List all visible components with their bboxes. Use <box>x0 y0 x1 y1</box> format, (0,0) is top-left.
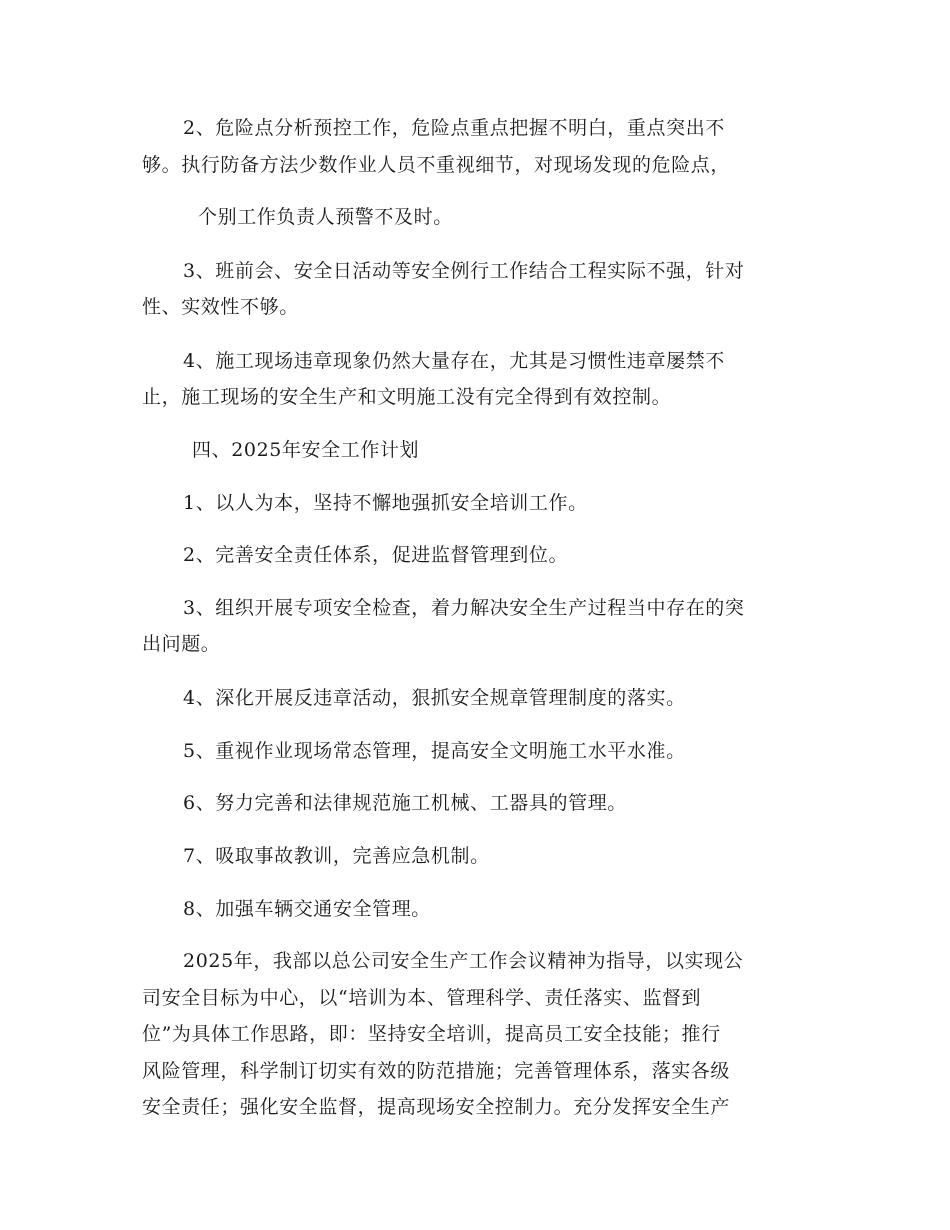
plan-item-1: 1、以人为本，坚持不懈地强抓安全培训工作。 <box>183 492 588 514</box>
paragraph-4-line-1: 4、施工现场违章现象仍然大量存在，尤其是习惯性违章屡禁不 <box>183 350 725 372</box>
paragraph-2-line-2: 够。执行防备方法少数作业人员不重视细节，对现场发现的危险点， <box>142 154 731 176</box>
summary-line-4: 风险管理，科学制订切实有效的防范措施；完善管理体系，落实各级 <box>142 1060 731 1082</box>
summary-line-3: 位”为具体工作思路，即：坚持安全培训，提高员工安全技能；推行 <box>142 1023 721 1045</box>
summary-line-1: 2025年，我部以总公司安全生产工作会议精神为指导，以实现公 <box>183 950 744 972</box>
plan-item-4: 4、深化开展反违章活动，狠抓安全规章管理制度的落实。 <box>183 687 686 709</box>
paragraph-3-line-1: 3、班前会、安全日活动等安全例行工作结合工程实际不强，针对 <box>183 260 745 282</box>
paragraph-2-line-3: 个别工作负责人预警不及时。 <box>198 206 453 228</box>
plan-item-2: 2、完善安全责任体系，促进监督管理到位。 <box>183 544 569 566</box>
plan-item-8: 8、加强车辆交通安全管理。 <box>183 898 431 920</box>
plan-item-3-line-2: 出问题。 <box>142 633 221 655</box>
paragraph-2-line-1: 2、危险点分析预控工作，危险点重点把握不明白，重点突出不 <box>183 117 725 139</box>
paragraph-3-line-2: 性、实效性不够。 <box>142 296 299 318</box>
plan-item-3-line-1: 3、组织开展专项安全检查，着力解决安全生产过程当中存在的突 <box>183 597 745 619</box>
plan-item-5: 5、重视作业现场常态管理，提高安全文明施工水平水准。 <box>183 740 686 762</box>
plan-item-7: 7、吸取事故教训，完善应急机制。 <box>183 845 490 867</box>
section-heading: 四、2025年安全工作计划 <box>192 439 420 461</box>
summary-line-5: 安全责任；强化安全监督，提高现场安全控制力。充分发挥安全生产 <box>142 1096 731 1118</box>
plan-item-6: 6、努力完善和法律规范施工机械、工器具的管理。 <box>183 792 627 814</box>
paragraph-4-line-2: 止，施工现场的安全生产和文明施工没有完全得到有效控制。 <box>142 386 672 408</box>
summary-line-2: 司安全目标为中心，以“培训为本、管理科学、责任落实、监督到 <box>142 987 702 1009</box>
